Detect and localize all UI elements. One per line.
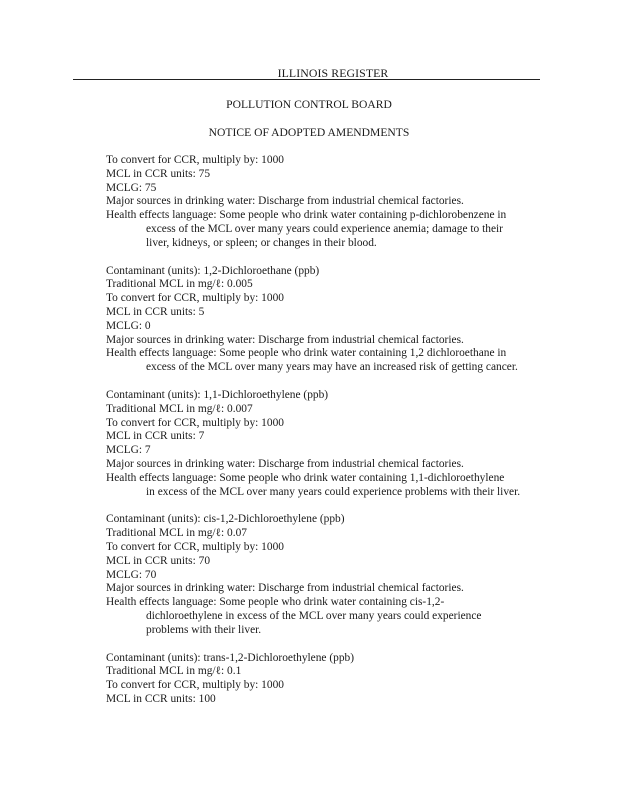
contaminant-block <box>106 154 546 251</box>
contaminant-block <box>106 265 546 375</box>
notice-title: NOTICE OF ADOPTED AMENDMENTS <box>208 126 410 139</box>
register-title-text: ILLINOIS REGISTER <box>277 66 389 80</box>
contaminant-block <box>106 513 546 637</box>
text-line: To convert for CCR, multiply by: 1000 <box>106 416 284 429</box>
text-line: Health effects language: Some people who drink water containing cis-1,2- <box>106 596 445 609</box>
text-line: Traditional MCL in mg/ℓ: 0.1 <box>106 665 242 678</box>
text-line: Traditional MCL in mg/ℓ: 0.007 <box>106 402 253 415</box>
text-line: Major sources in drinking water: Discharge from industrial chemical factories. <box>106 582 464 595</box>
text-line: Traditional MCL in mg/ℓ: 0.005 <box>106 278 253 291</box>
text-line: Major sources in drinking water: Discharge from industrial chemical factories. <box>106 457 464 470</box>
text-line: MCLG: 0 <box>106 319 151 332</box>
text-line: MCL in CCR units: 70 <box>106 554 211 567</box>
text-line: MCL in CCR units: 100 <box>106 692 216 705</box>
text-line: Major sources in drinking water: Discharge from industrial chemical factories. <box>106 195 464 208</box>
text-line: Contaminant (units): cis-1,2-Dichloroethylene (ppb) <box>106 513 345 526</box>
text-line: To convert for CCR, multiply by: 1000 <box>106 292 284 305</box>
text-line: Contaminant (units): trans-1,2-Dichloroethylene (ppb) <box>106 651 355 664</box>
indented-line: dichloroethylene in excess of the MCL over many years could experience <box>146 609 482 622</box>
text-line: To convert for CCR, multiply by: 1000 <box>106 679 284 692</box>
board-name: POLLUTION CONTROL BOARD <box>226 98 392 111</box>
text-line: MCLG: 75 <box>106 181 157 194</box>
contaminant-block <box>106 652 546 707</box>
text-line: To convert for CCR, multiply by: 1000 <box>106 154 284 166</box>
text-line: Major sources in drinking water: Discharge from industrial chemical factories. <box>106 333 464 346</box>
text-line: MCLG: 7 <box>106 444 151 457</box>
contaminant-block <box>106 389 546 499</box>
indented-line: excess of the MCL over many years could experience anemia; damage to their <box>146 222 503 235</box>
indented-line: excess of the MCL over many years may have an increased risk of getting cancer. <box>146 361 518 374</box>
text-line: Contaminant (units): 1,2-Dichloroethane (ppb) <box>106 264 320 277</box>
text-line: MCLG: 70 <box>106 568 157 581</box>
header-rule <box>73 79 540 80</box>
indented-line: problems with their liver. <box>146 623 262 636</box>
text-line: MCL in CCR units: 7 <box>106 430 205 443</box>
document-body <box>106 154 546 707</box>
text-line: Traditional MCL in mg/ℓ: 0.07 <box>106 527 247 540</box>
indented-line: liver, kidneys, or spleen; or changes in their blood. <box>146 236 377 249</box>
text-line: Contaminant (units): 1,1-Dichloroethylene (ppb) <box>106 388 329 401</box>
text-line: To convert for CCR, multiply by: 1000 <box>106 540 284 553</box>
indented-line: in excess of the MCL over many years could experience problems with their liver. <box>146 485 521 498</box>
text-line: Health effects language: Some people who drink water containing 1,1-dichloroethylene <box>106 471 505 484</box>
text-line: Health effects language: Some people who drink water containing 1,2 dichloroethane in <box>106 347 507 360</box>
text-line: Health effects language: Some people who drink water containing p-dichlorobenzene in <box>106 209 507 222</box>
text-line: MCL in CCR units: 5 <box>106 305 205 318</box>
text-line: MCL in CCR units: 75 <box>106 167 211 180</box>
